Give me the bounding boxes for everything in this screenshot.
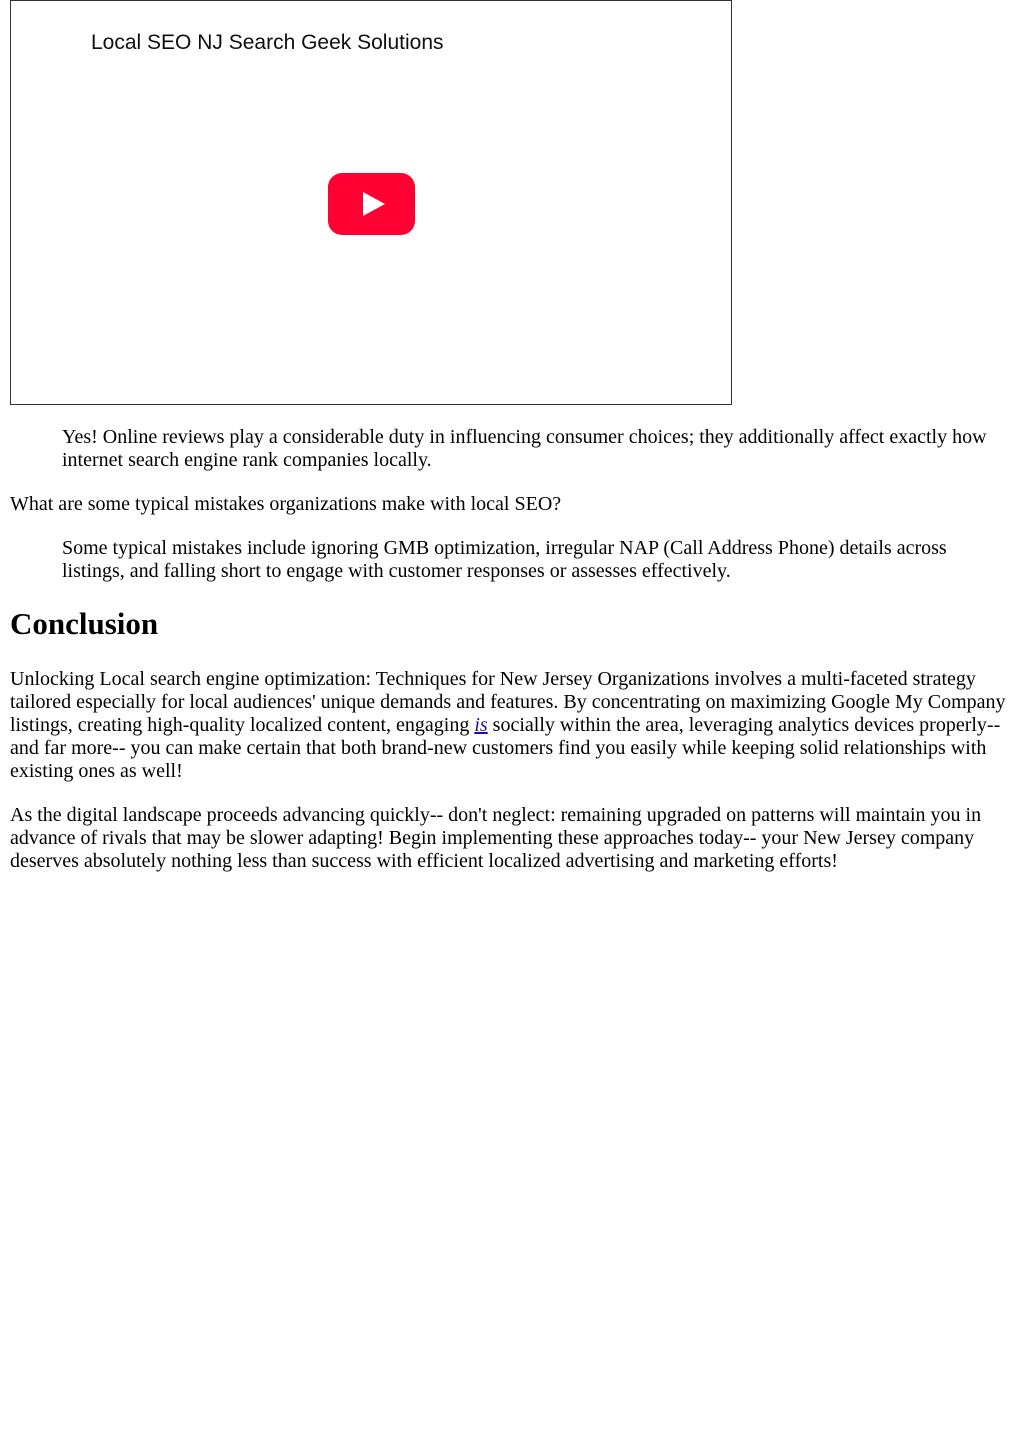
paragraph-text: Unlocking Local search engine optimization: Techniques for New Jersey Organizations involves a multi-faceted strategy tailored especially for local audiences' unique demands and features. By concentrating on maximizing Google My Company listings, creating high-quality localized content, engaging <box>10 668 1006 736</box>
faq-answer: Yes! Online reviews play a considerable duty in influencing consumer choices; they additionally affect exactly how internet search engine rank companies locally. <box>62 426 987 471</box>
youtube-play-icon[interactable] <box>328 173 415 235</box>
conclusion-paragraph: As the digital landscape proceeds advancing quickly-- don't neglect: remaining upgraded on patterns will maintain you in advance of rivals that may be slower adapting! Begin implementing these approaches today-- your New Jersey company deserves absolutely nothing less than success with efficient localized advertising and marketing efforts! <box>10 804 982 872</box>
inline-link[interactable]: is <box>474 714 488 736</box>
video-title[interactable]: Local SEO NJ Search Geek Solutions <box>91 31 444 54</box>
video-embed[interactable] <box>10 0 732 405</box>
faq-answer: Some typical mistakes include ignoring GMB optimization, irregular NAP (Call Address Phone) details across listings, and falling short to engage with customer responses or assesses effectively. <box>62 537 947 582</box>
faq-question: What are some typical mistakes organizations make with local SEO? <box>10 493 562 515</box>
conclusion-paragraph <box>10 668 1014 783</box>
paragraph-text: socially within the area, leveraging analytics devices properly-- and far more-- you can make certain that both brand-new customers find you easily while keeping solid relationships with existing ones as well! <box>10 714 1001 782</box>
page-content <box>10 0 1014 873</box>
conclusion-heading: Conclusion <box>10 606 159 641</box>
